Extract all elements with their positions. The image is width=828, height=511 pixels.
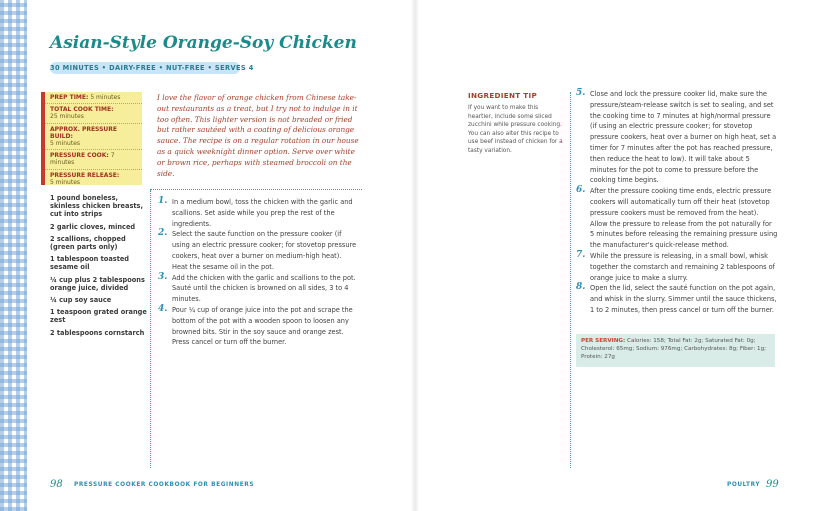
step-number: 3.: [158, 271, 168, 282]
step-number: 8.: [576, 282, 586, 293]
dotted-divider: [150, 190, 151, 468]
step-item: [158, 273, 358, 305]
running-head-book-title: PRESSURE COOKER COOKBOOK FOR BEGINNERS: [74, 482, 255, 488]
step-text: Pour ¼ cup of orange juice into the pot and scrape the bottom of the pot with a wooden spoon to loosen any browned bits. Stir in the soy sauce and orange zest. Press cancel or turn off the burner.: [172, 305, 353, 347]
running-head-section: POULTRY: [727, 482, 761, 488]
time-value: 5 minutes: [50, 140, 81, 148]
step-text: Close and lock the pressure cooker lid, make sure the pressure/steam-release switch is set to sealing, and set the cooking time to 7 minutes at high/normal pressure (if using an electric pressure cooker; for stovetop pressure cookers, heat over a burner on high heat, set a timer for 7 minutes after the pot has reached pressure, then reduce the heat to low). It will take about 5 minutes for the pot to come to pressure before the cooking time begins.: [590, 90, 777, 185]
ingredient-tip-text: If you want to make this heartier, include some sliced zucchini while pressure cooking. You can also alter this recipe to use beef instead of chicken for a tasty variation.: [468, 105, 563, 154]
steps-list-left: [158, 197, 358, 348]
step-text: In a medium bowl, toss the chicken with the garlic and scallions. Set aside while you prep the rest of the ingredients.: [172, 198, 353, 228]
ingredient-list: [50, 194, 150, 341]
gingham-border: [0, 0, 27, 511]
time-label: TOTAL COOK TIME:: [50, 106, 114, 114]
ingredient-item: 2 garlic cloves, minced: [50, 222, 136, 231]
recipe-intro: I love the flavor of orange chicken from Chinese take-out restaurants as a treat, but I try not to indulge in it too often. This lighter version is not breaded or fried but rather sautéed with a coating of delicious orange sauce. The recipe is on a regular rotation in our house as a quick weeknight dinner option. Serve over white or brown rice, perhaps with steamed broccoli on the side.: [157, 93, 359, 178]
total-cook-time-row: [45, 104, 142, 123]
ingredient-item: 2 tablespoons cornstarch: [50, 328, 145, 337]
nutrition-text: Calories: 158; Total Fat: 2g; Saturated Fat: 0g; Cholesterol: 65mg; Sodium: 976mg; Carbohydrates: 8g; Fiber: 1g; Protein: 27g: [581, 338, 767, 361]
pressure-cook-row: [45, 150, 142, 169]
ingredient-item: ¼ cup soy sauce: [50, 296, 112, 305]
prep-time-row: [45, 92, 142, 104]
time-label: PREP TIME:: [50, 94, 89, 101]
pressure-release-row: [45, 170, 142, 188]
book-gutter: [411, 0, 419, 511]
ingredient-item: 1 pound boneless, skinless chicken breasts, cut into strips: [50, 194, 143, 219]
ingredient-item: 1 teaspoon grated orange zest: [50, 308, 147, 325]
pressure-build-row: [45, 124, 142, 151]
step-number: 1.: [158, 196, 168, 206]
step-number: 4.: [158, 303, 168, 314]
dotted-divider: [570, 92, 571, 468]
step-number: 7.: [576, 249, 586, 260]
step-item: [158, 229, 358, 272]
cook-times-box: [41, 92, 142, 185]
ingredient-item: 1 tablespoon toasted sesame oil: [50, 255, 130, 272]
time-value: 25 minutes: [50, 113, 84, 121]
step-number: 6.: [576, 185, 586, 196]
time-value: 7 minutes: [50, 152, 115, 167]
step-text: Add the chicken with the garlic and scallions to the pot. Sauté until the chicken is browned on all sides, 3 to 4 minutes.: [172, 273, 356, 304]
nutrition-box: [576, 334, 775, 367]
step-item: [158, 305, 358, 348]
ingredient-tip-title: INGREDIENT TIP: [468, 91, 538, 100]
time-label: PRESSURE RELEASE:: [50, 171, 120, 179]
page-number-right: 99: [766, 479, 779, 490]
step-item: [576, 186, 778, 251]
time-value: 5 minutes: [50, 178, 81, 186]
step-item: [158, 197, 358, 229]
ingredient-item: 2 scallions, chopped (green parts only): [50, 234, 126, 252]
time-label: APPROX. PRESSURE BUILD:: [50, 125, 118, 140]
time-value: 5 minutes: [90, 94, 121, 101]
step-text: Open the lid, select the sauté function on the pot again, and whisk in the slurry. Simmer until the sauce thickens, 1 to 2 minutes, then press cancel or turn off the burner.: [590, 284, 777, 314]
time-label: PRESSURE COOK:: [50, 152, 109, 160]
step-text: Select the saute function on the pressure cooker (if using an electric pressure cooker; for stovetop pressure cookers, heat over a burner on medium-high heat). Heat the sesame oil in the pot.: [172, 230, 357, 271]
step-item: [576, 89, 778, 186]
step-text: After the pressure cooking time ends, electric pressure cookers will automatically turn off their heat (stovetop pressure cookers must be removed from the heat). Allow the pressure to release from the pot naturally for 5 minutes before releasing the remaining pressure using the manufacturer's quick-release method.: [590, 187, 778, 250]
recipe-tags-badge: 30 MINUTES • DAIRY-FREE • NUT-FREE • SERVES 4: [50, 64, 254, 72]
step-number: 5.: [576, 88, 586, 98]
recipe-title: Asian-Style Orange-Soy Chicken: [50, 33, 357, 53]
step-text: While the pressure is releasing, in a small bowl, whisk together the cornstarch and remaining 2 tablespoons of orange juice to make a slurry.: [590, 251, 776, 282]
nutrition-label: PER SERVING:: [581, 338, 626, 344]
page-number-left: 98: [50, 479, 63, 490]
step-item: [576, 251, 778, 283]
step-number: 2.: [158, 228, 168, 239]
ingredient-item: ¼ cup plus 2 tablespoons orange juice, divided: [50, 275, 145, 292]
step-item: [576, 283, 778, 315]
dotted-divider: [150, 189, 362, 190]
steps-list-right: [576, 89, 778, 316]
